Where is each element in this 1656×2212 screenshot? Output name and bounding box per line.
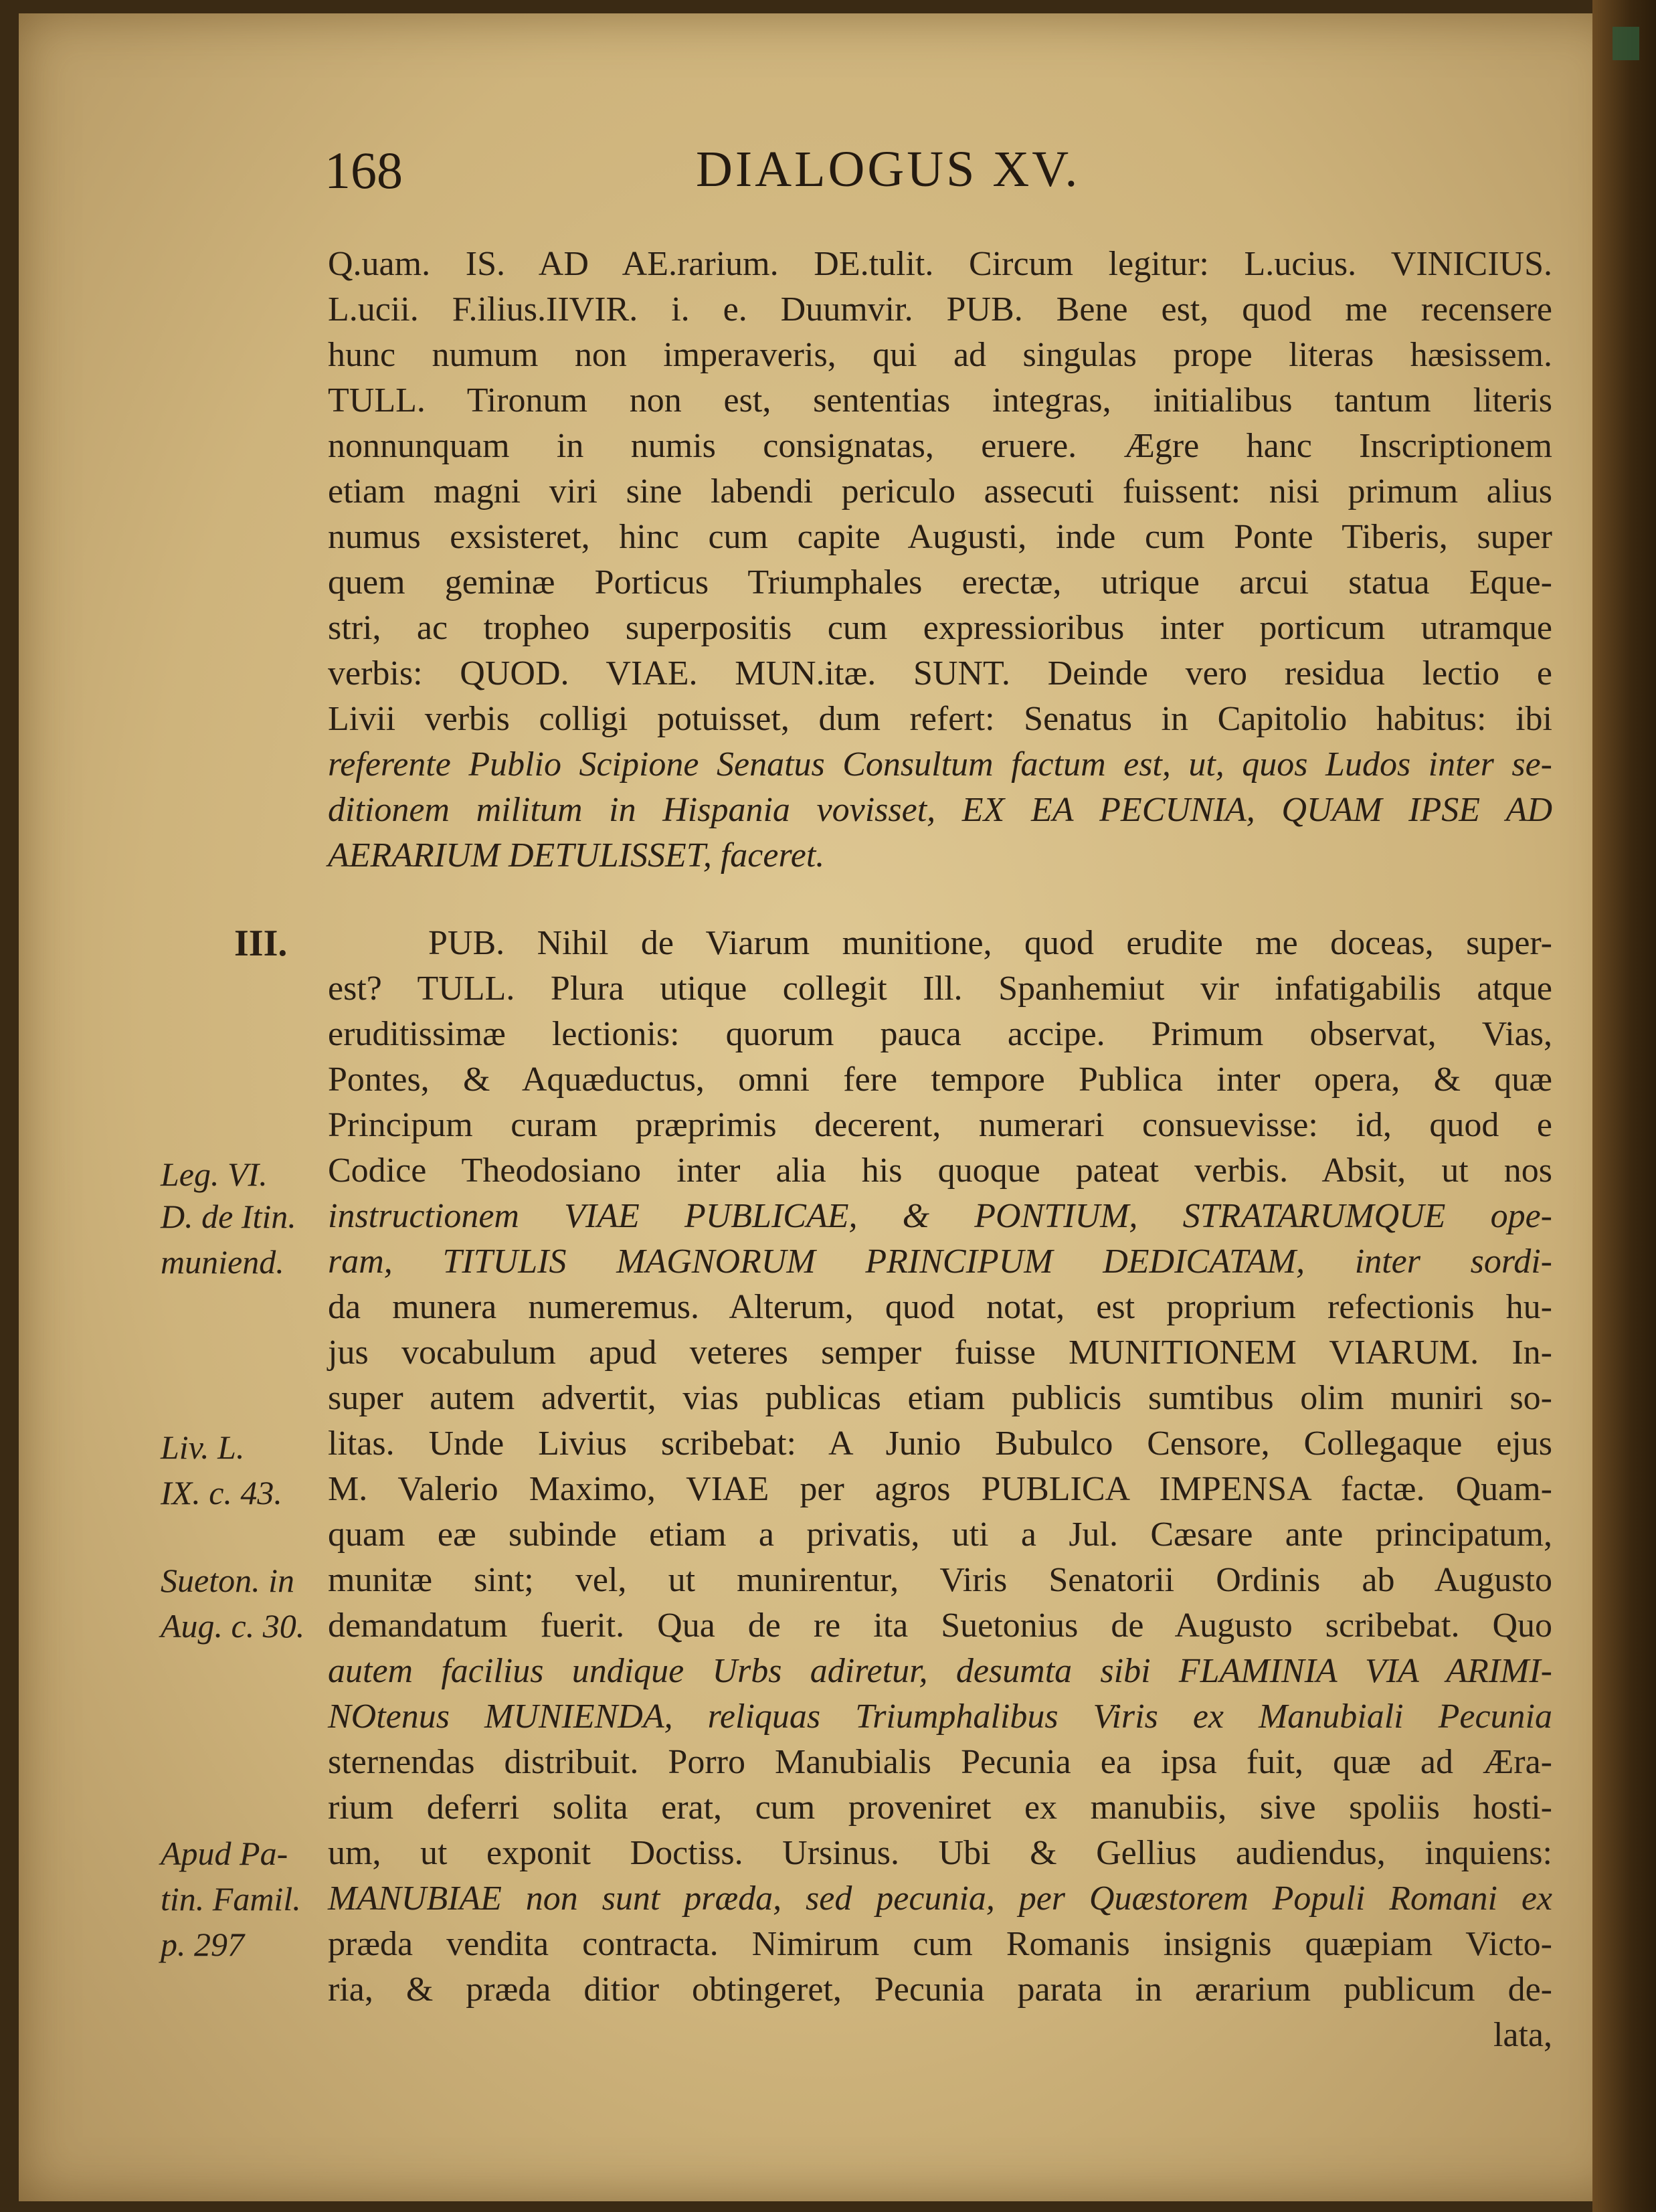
text-line: rium deferri solita erat, cum proveniret ex manubiis, sive spoliis hosti-: [328, 1788, 1552, 1827]
text-line: ditionem militum in Hispania vovisset, EX EA PECUNIA, QUAM IPSE AD: [328, 791, 1552, 829]
text-line: ria, & præda ditior obtingeret, Pecunia parata in ærarium publicum de-: [328, 1970, 1552, 2009]
corner-tab: [1613, 27, 1639, 60]
text-line: litas. Unde Livius scribebat: A Junio Bubulco Censore, Collegaque ejus: [328, 1424, 1552, 1463]
text-line: Livii verbis colligi potuisset, dum refert: Senatus in Capitolio habitus: ibi: [328, 700, 1552, 738]
text-line: stri, ac tropheo superpositis cum expressioribus inter porticum utramque: [328, 609, 1552, 647]
book-edge: [1592, 0, 1656, 2212]
text-line: Q.uam. IS. AD AE.rarium. DE.tulit. Circum legitur: L.ucius. VINICIUS.: [328, 245, 1552, 283]
margin-note: Sueton. in: [161, 1562, 294, 1599]
text-line: Codice Theodosiano inter alia his quoque pateat verbis. Absit, ut nos: [328, 1151, 1552, 1190]
text-line: hunc numum non imperaveris, qui ad singulas prope literas hæsissem.: [328, 336, 1552, 374]
text-line: Principum curam præprimis decerent, numerari consuevisse: id, quod e: [328, 1106, 1552, 1144]
margin-note: D. de Itin.: [161, 1198, 296, 1235]
running-title: DIALOGUS XV.: [696, 141, 1081, 197]
text-line: sternendas distribuit. Porro Manubialis Pecunia ea ipsa fuit, quæ ad Æra-: [328, 1743, 1552, 1781]
text-line: NOtenus MUNIENDA, reliquas Triumphalibus Viris ex Manubiali Pecunia: [328, 1697, 1552, 1736]
text-line: eruditissimæ lectionis: quorum pauca accipe. Primum observat, Vias,: [328, 1015, 1552, 1053]
text-line: quam eæ subinde etiam a privatis, uti a Jul. Cæsare ante principatum,: [328, 1515, 1552, 1554]
margin-note: tin. Famil.: [161, 1880, 301, 1918]
text-line: da munera numeremus. Alterum, quod notat, est proprium refectionis hu-: [328, 1288, 1552, 1326]
text-line: demandatum fuerit. Qua de re ita Suetonius de Augusto scribebat. Quo: [328, 1606, 1552, 1645]
margin-note: Aug. c. 30.: [161, 1607, 305, 1645]
margin-note: Apud Pa-: [161, 1835, 288, 1872]
text-line: nonnunquam in numis consignatas, eruere. Ægre hanc Inscriptionem: [328, 427, 1552, 465]
margin-note: Liv. L.: [161, 1428, 245, 1466]
text-line: referente Publio Scipione Senatus Consultum factum est, ut, quos Ludos inter se-: [328, 745, 1552, 784]
text-line: autem facilius undique Urbs adiretur, desumta sibi FLAMINIA VIA ARIMI-: [328, 1652, 1552, 1690]
text-line: TULL. Tironum non est, sententias integras, initialibus tantum literis: [328, 381, 1552, 420]
text-line: AERARIUM DETULISSET, faceret.: [328, 836, 825, 874]
text-line: instructionem VIAE PUBLICAE, & PONTIUM, STRATARUMQUE ope-: [328, 1197, 1552, 1235]
text-line: præda vendita contracta. Nimirum cum Romanis insignis quæpiam Victo-: [328, 1925, 1552, 1963]
text-line: verbis: QUOD. VIAE. MUN.itæ. SUNT. Deinde vero residua lectio e: [328, 654, 1552, 693]
text-line: M. Valerio Maximo, VIAE per agros PUBLICA IMPENSA factæ. Quam-: [328, 1470, 1552, 1508]
text-line: ram, TITULIS MAGNORUM PRINCIPUM DEDICATAM, inter sordi-: [328, 1242, 1552, 1281]
text-line: PUB. Nihil de Viarum munitione, quod erudite me doceas, super-: [428, 924, 1552, 962]
text-line: numus exsisteret, hinc cum capite Augusti, inde cum Ponte Tiberis, super: [328, 518, 1552, 556]
text-line: MANUBIAE non sunt præda, sed pecunia, per Quæstorem Populi Romani ex: [328, 1879, 1552, 1918]
section-number: III.: [234, 923, 288, 964]
text-line: um, ut exponit Doctiss. Ursinus. Ubi & Gellius audiendus, inquiens:: [328, 1834, 1552, 1872]
page-header: [0, 141, 1656, 207]
text-line: quem geminæ Porticus Triumphales erectæ, utrique arcui statua Eque-: [328, 563, 1552, 602]
margin-note: muniend.: [161, 1243, 284, 1281]
text-line: lata,: [1493, 2016, 1552, 2054]
text-line: etiam magni viri sine labendi periculo assecuti fuissent: nisi primum alius: [328, 472, 1552, 511]
text-line: Pontes, & Aquæductus, omni fere tempore Publica inter opera, & quæ: [328, 1061, 1552, 1099]
page-number: 168: [325, 141, 403, 199]
text-line: munitæ sint; vel, ut munirentur, Viris Senatorii Ordinis ab Augusto: [328, 1561, 1552, 1599]
text-line: super autem advertit, vias publicas etiam publicis sumtibus olim muniri so-: [328, 1379, 1552, 1417]
text-line: est? TULL. Plura utique collegit Ill. Spanhemiut vir infatigabilis atque: [328, 970, 1552, 1008]
margin-note: p. 297: [161, 1926, 244, 1963]
margin-note: Leg. VI.: [161, 1156, 268, 1193]
text-line: jus vocabulum apud veteres semper fuisse MUNITIONEM VIARUM. In-: [328, 1333, 1552, 1372]
text-line: L.ucii. F.ilius.IIVIR. i. e. Duumvir. PUB. Bene est, quod me recensere: [328, 290, 1552, 329]
margin-note: IX. c. 43.: [161, 1474, 282, 1511]
